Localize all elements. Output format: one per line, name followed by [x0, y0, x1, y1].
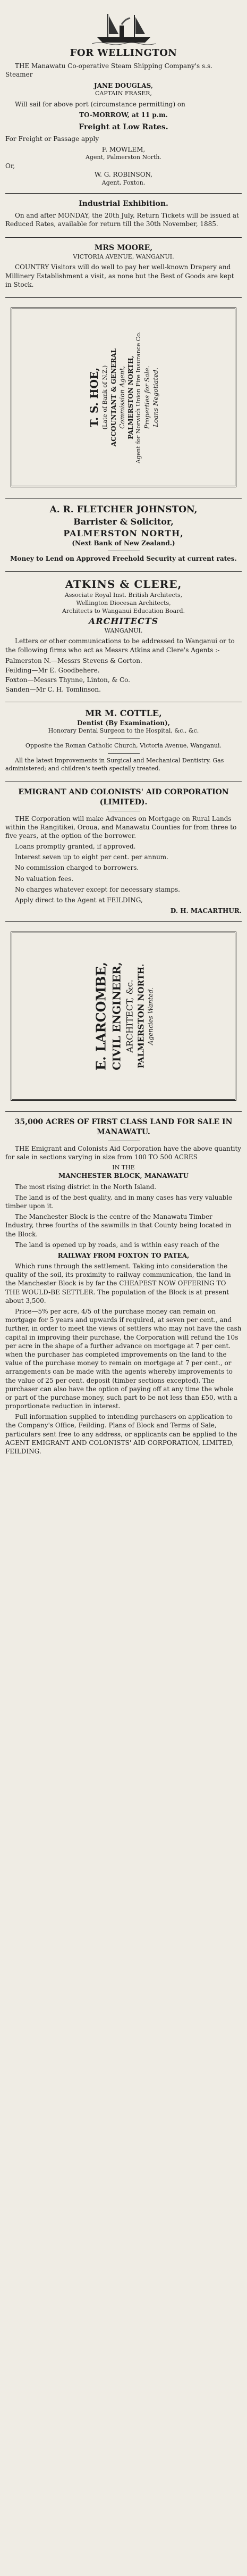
ad-text: Letters or other communications to be addressed to Wanganui or to the following firms who act as Messrs Atkins and Clere's Agents :-	[5, 637, 235, 654]
ad-line: Honorary Dental Surgeon to the Hospital, &c., &c.	[48, 727, 199, 735]
rot-line: CIVIL ENGINEER,	[110, 962, 123, 1071]
bordered-box	[11, 932, 236, 1101]
ad-place: PALMERSTON NORTH,	[63, 528, 184, 538]
ad-text: The Manchester Block is the centre of the Manawatu Timber Industry, three fourths of the sawmills in that County being located in the Block.	[5, 1213, 232, 1238]
ad-subtitle: Barrister & Solicitor,	[73, 516, 174, 527]
ad-ts-hoe	[5, 298, 242, 498]
ad-text: Price—5% per acre, 4/5 of the purchase money can remain on mortgage for 5 years and upwards if required, at seven per cent., and further, in order to meet the views of settlers who may not have the cash capital in improving their purchase, the Corporation will refund the 10s per acre in the shape of a further advance on mortgage at 7 per cent. when the purchaser has completed improvements on the land to the value of the purchase money to remain on mortgage at 7 per cent., or arrangements can be made with the agents whereby improvements to the value of 25 per cent. deposit (timber sections excepted). The purchaser can also have the option of paying off at any time the whole or part of the purchase money, such part to be not less than £50, with a proportionate reduction in interest.	[5, 1308, 242, 1410]
ad-signature: D. H. MACARTHUR.	[170, 907, 242, 915]
ad-title: FOR WELLINGTON	[70, 47, 177, 59]
ad-text: Full information supplied to intending purchasers on application to the Company's Office, Feilding. Plans of Block and Terms of Sale, particulars sent free to any address, or applicants can be applied to the AGENT EMIGRANT AND COLONISTS' AID CORPORATION, LIMITED, FEILDING.	[5, 1413, 237, 1455]
steamship-icon	[92, 10, 156, 47]
rot-line: PALMERSTON NORTH,	[126, 355, 134, 439]
ad-text: THE Emigrant and Colonists Aid Corporation have the above quantity for sale in sections varying in size from 100 TO 500 ACRES	[5, 1145, 242, 1161]
ad-text: Will sail for above port (circumstance permitting) on	[15, 100, 185, 108]
divider	[108, 753, 140, 754]
ad-line: RAILWAY FROM FOXTON TO PATEA,	[57, 1251, 190, 1259]
ad-fletcher-johnston	[5, 498, 242, 572]
sailing-time: TO-MORROW, at 11 p.m.	[79, 111, 168, 119]
rotated-panel	[15, 312, 232, 483]
agent-name: W. G. ROBINSON,	[94, 171, 153, 179]
newspaper-column	[5, 0, 242, 1468]
bordered-box	[11, 308, 236, 487]
ad-industrial-exhibition	[5, 194, 242, 237]
rot-line: Properties for Sale.	[143, 365, 151, 429]
ad-text: The most rising district in the North Island.	[15, 1183, 157, 1191]
ad-title: A. R. FLETCHER JOHNSTON,	[49, 504, 198, 515]
rot-line: Agencies Wanted.	[147, 987, 155, 1045]
agent-line: Feilding—Mr E. Goodbehere.	[5, 667, 100, 674]
ad-arch: ARCHITECTS	[88, 616, 159, 626]
ad-larcombe	[5, 922, 242, 1112]
agent-place: Agent, Palmerston North.	[86, 154, 161, 161]
ad-text: For Freight or Passage apply	[5, 135, 99, 143]
ad-line: MANCHESTER BLOCK, MANAWATU	[58, 1172, 189, 1180]
rotated-text	[87, 318, 160, 477]
ship-name: JANE DOUGLAS,	[93, 81, 154, 89]
ad-subtitle: VICTORIA AVENUE, WANGANUI.	[73, 253, 174, 260]
ad-subtitle: Dentist (By Examination),	[77, 719, 170, 727]
rot-line: Agent for Norwich Union Fire Insurance Co.	[135, 331, 142, 464]
ad-mrs-moore	[5, 238, 242, 298]
ad-emigrant-corp	[5, 782, 242, 923]
ad-text: No charges whatever except for necessary stamps.	[15, 885, 180, 893]
rotated-panel	[15, 936, 232, 1096]
rot-line: PALMERSTON NORTH.	[135, 964, 146, 1069]
ad-title: EMIGRANT AND COLONISTS' AID CORPORATION (LIMITED).	[18, 787, 229, 807]
agent-line: Sanden—Mr C. H. Tomlinson.	[5, 686, 101, 694]
rot-line: ACCOUNTANT & GENERAL	[109, 348, 117, 447]
ad-text: Loans promptly granted, if approved.	[15, 843, 136, 851]
ad-atkins-clere	[5, 572, 242, 702]
rot-line: Loans Negotiated.	[152, 368, 160, 427]
ad-title: ATKINS & CLERE,	[65, 578, 182, 591]
ad-text: Apply direct to the Agent at FEILDING,	[15, 896, 143, 904]
ad-line: Associate Royal Inst. British Architects,	[64, 592, 183, 599]
ad-line: IN THE	[112, 1164, 135, 1171]
rot-line: E. LARCOMBE,	[92, 962, 108, 1071]
ad-subtitle: Freight at Low Rates.	[79, 123, 168, 132]
ad-text: No valuation fees.	[15, 875, 74, 883]
ad-text: No commission charged to borrowers.	[15, 864, 139, 872]
ad-title: 35,000 ACRES OF FIRST CLASS LAND FOR SALE IN MANAWATU.	[14, 1118, 233, 1137]
ad-title: MRS MOORE,	[94, 243, 153, 252]
ad-line: Wellington Diocesan Architects,	[76, 600, 171, 607]
agent-line: Foxton—Messrs Thynne, Linton, & Co.	[5, 676, 130, 684]
rot-line: T. S. HOE,	[87, 367, 100, 428]
ad-place: WANGANUI.	[104, 627, 143, 634]
ad-text: The land is opened up by roads, and is within easy reach of the	[15, 1241, 219, 1249]
ad-text: Money to Lend on Approved Freehold Security at current rates.	[10, 555, 237, 563]
or-label: Or,	[5, 162, 15, 170]
ad-wellington-steamer	[5, 4, 242, 194]
ad-note: (Next Bank of New Zealand.)	[72, 539, 175, 547]
ad-text: COUNTRY Visitors will do well to pay her well-known Drapery and Millinery Establishment a visit, as none but the Best of Goods are kept in Stock.	[5, 263, 234, 288]
ad-line: Architects to Wanganui Education Board.	[62, 608, 185, 615]
agent-name: F. MOWLEM,	[101, 146, 146, 154]
ad-cottle	[5, 702, 242, 782]
ad-text: All the latest Improvements in Surgical and Mechanical Dentistry. Gas administered; and children's teeth specially treated.	[5, 757, 224, 772]
ad-title: MR M. COTTLE,	[85, 708, 162, 718]
ad-text: Which runs through the settlement. Taking into consideration the quality of the soil, its proximity to railway communication, the land in the Manchester Block is by far the CHEAPEST NOW OFFERING TO THE WOULD-BE SETTLER. The population of the Block is at present about 3,500.	[5, 1262, 231, 1304]
captain-name: CAPTAIN FRASER,	[95, 89, 152, 97]
rot-line: (Late of Bank of N.Z.)	[101, 365, 108, 430]
rotated-text	[92, 936, 155, 1096]
ad-line: Opposite the Roman Catholic Church, Victoria Avenue, Wanganui.	[25, 742, 222, 750]
ad-title: Industrial Exhibition.	[79, 200, 168, 209]
ad-text: THE Corporation will make Advances on Mortgage on Rural Lands within the Rangitikei, Oroua, and Manawatu Counties for from three to five years, at the option of the borrower.	[5, 815, 237, 840]
rot-line: Commission Agent,	[118, 366, 126, 429]
agent-place: Agent, Foxton.	[101, 179, 146, 186]
ad-text: The land is of the best quality, and in many cases has very valuable timber upon it.	[5, 1193, 233, 1210]
rot-line: ARCHITECT, &c.	[124, 979, 135, 1053]
ad-text: THE Manawatu Co-operative Steam Shipping Company's s.s. Steamer	[5, 62, 212, 79]
agent-line: Palmerston N.—Messrs Stevens & Gorton.	[5, 657, 142, 664]
ad-text: On and after MONDAY, the 20th July, Return Tickets will be issued at Reduced Rates, available for return till the 30th November, 1885.	[5, 212, 239, 228]
ad-manchester-block	[5, 1112, 242, 1464]
divider	[108, 738, 140, 739]
ad-text: Interest seven up to eight per cent. per annum.	[15, 853, 168, 861]
